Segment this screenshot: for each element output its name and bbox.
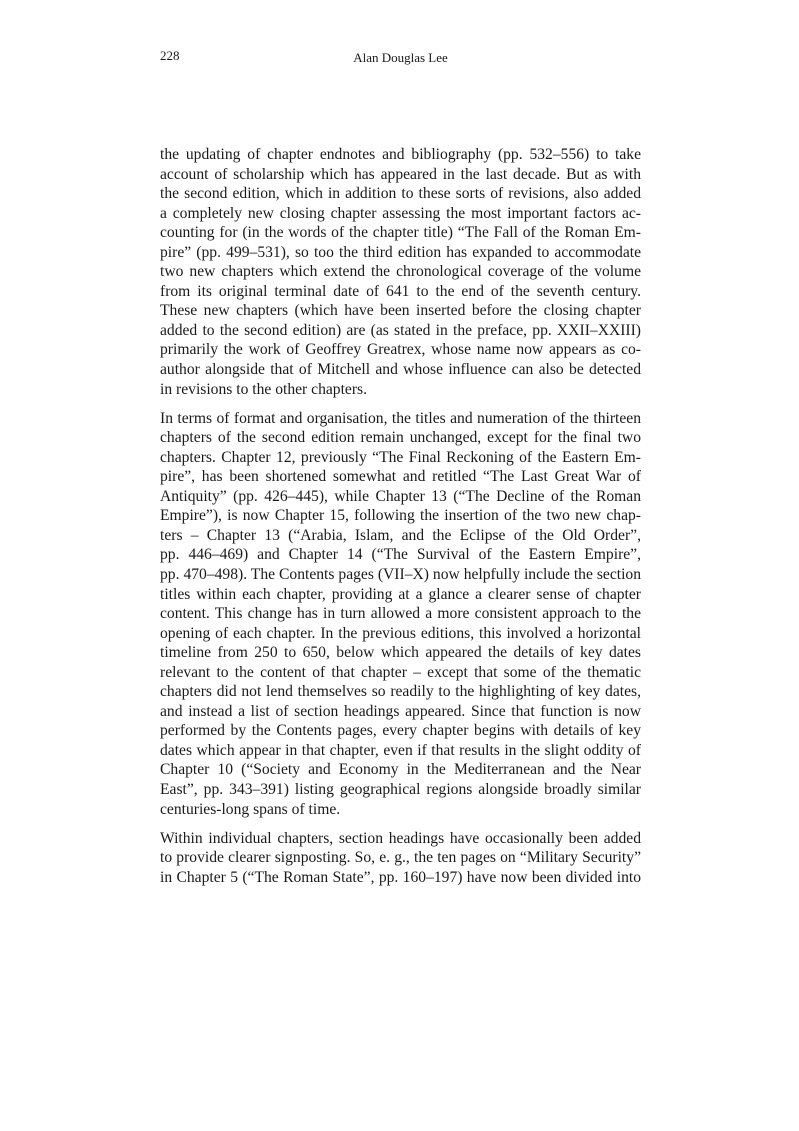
text-line: counting for (in the words of the chapter title) “The Fall of the Roman Em-	[160, 224, 641, 242]
paragraph	[160, 409, 641, 819]
text-line: relevant to the content of that chapter – except that some of the thematic	[160, 663, 641, 681]
text-line: chapters of the second edition remain unchanged, except for the final two	[160, 429, 641, 447]
paragraph	[160, 145, 641, 399]
text-line: Empire”), is now Chapter 15, following the insertion of the two new chap-	[160, 507, 641, 525]
running-head	[160, 48, 641, 68]
text-line: account of scholarship which has appeared in the last decade. But as with	[160, 165, 641, 183]
text-line: author alongside that of Mitchell and whose influence can also be detected	[160, 361, 641, 379]
text-line: to provide clearer signposting. So, e. g., the ten pages on “Military Security”	[160, 849, 641, 867]
text-line: pire” (pp. 499–531), so too the third edition has expanded to accommodate	[160, 243, 641, 261]
text-line: These new chapters (which have been inserted before the closing chapter	[160, 302, 641, 320]
text-line: opening of each chapter. In the previous editions, this involved a horizontal	[160, 624, 641, 642]
text-line: titles within each chapter, providing at a glance a clearer sense of chapter	[160, 585, 641, 603]
text-line: primarily the work of Geoffrey Greatrex, whose name now appears as co-	[160, 341, 641, 359]
text-line: content. This change has in turn allowed a more consistent approach to the	[160, 605, 641, 623]
text-line: in Chapter 5 (“The Roman State”, pp. 160–197) have now been divided into	[160, 868, 641, 886]
text-line: pp. 446–469) and Chapter 14 (“The Survival of the Eastern Empire”,	[160, 546, 641, 564]
text-line: chapters did not lend themselves so readily to the highlighting of key dates,	[160, 683, 641, 701]
text-line: performed by the Contents pages, every chapter begins with details of key	[160, 722, 641, 740]
text-line: centuries-long spans of time.	[160, 800, 341, 818]
text-line: pire”, has been shortened somewhat and retitled “The Last Great War of	[160, 468, 641, 486]
text-line: In terms of format and organisation, the titles and numeration of the thirteen	[160, 409, 641, 427]
text-line: Chapter 10 (“Society and Economy in the Mediterranean and the Near	[160, 761, 641, 779]
text-line: ters – Chapter 13 (“Arabia, Islam, and the Eclipse of the Old Order”,	[160, 526, 641, 544]
paragraph	[160, 829, 641, 888]
text-line: the updating of chapter endnotes and bibliography (pp. 532–556) to take	[160, 146, 641, 163]
text-line: a completely new closing chapter assessing the most important factors ac-	[160, 204, 641, 222]
text-line: pp. 470–498). The Contents pages (VII–X) now helpfully include the section	[160, 565, 641, 583]
text-line: Within individual chapters, section headings have occasionally been added	[160, 829, 641, 847]
text-line: dates which appear in that chapter, even if that results in the slight oddity of	[160, 741, 641, 759]
text-line: from its original terminal date of 641 to the end of the seventh century.	[160, 282, 641, 300]
page-number: 228	[160, 48, 180, 63]
text-line: Antiquity” (pp. 426–445), while Chapter 13 (“The Decline of the Roman	[160, 487, 641, 505]
text-line: East”, pp. 343–391) listing geographical regions alongside broadly similar	[160, 781, 641, 798]
text-line: two new chapters which extend the chronological coverage of the volume	[160, 263, 641, 281]
text-line: added to the second edition) are (as stated in the preface, pp. XXII–XXIII)	[160, 321, 641, 339]
running-head-author: Alan Douglas Lee	[353, 50, 448, 65]
text-line: the second edition, which in addition to these sorts of revisions, also added	[160, 185, 641, 203]
text-line: and instead a list of section headings appeared. Since that function is now	[160, 702, 641, 720]
text-line: chapters. Chapter 12, previously “The Final Reckoning of the Eastern Em-	[160, 448, 641, 466]
body-text	[160, 145, 641, 897]
text-line: in revisions to the other chapters.	[160, 380, 367, 398]
text-line: timeline from 250 to 650, below which appeared the details of key dates	[160, 644, 641, 662]
